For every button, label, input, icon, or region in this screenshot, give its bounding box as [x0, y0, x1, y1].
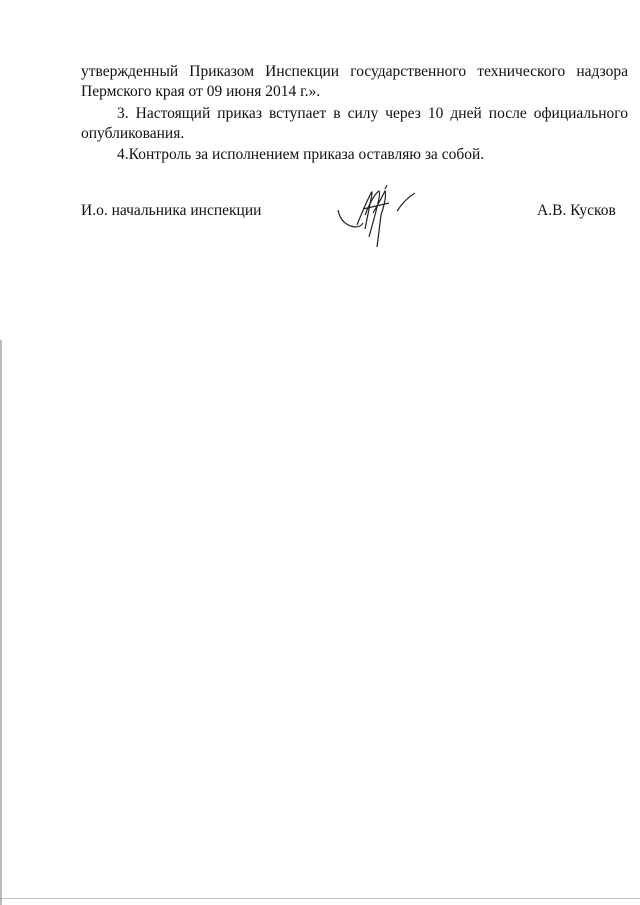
text-line: 3. Настоящий приказ вступает в силу через 10 дней после официального	[117, 105, 628, 122]
signatory-role: И.о. начальника инспекции	[81, 202, 262, 219]
scan-edge-artifact	[0, 340, 2, 905]
scan-bottom-edge	[0, 898, 640, 899]
text-line: утвержденный Приказом Инспекции государственного технического надзора	[81, 63, 628, 80]
text-line: Пермского края от 09 июня 2014 г.».	[81, 83, 321, 100]
paragraph-4: 4.Контроль за исполнением приказа оставляю за собой.	[117, 146, 485, 163]
handwritten-signature	[335, 185, 435, 255]
paragraph-amendment	[81, 62, 628, 102]
paragraph-3	[81, 104, 628, 144]
signatory-name: А.В. Кусков	[537, 202, 616, 219]
text-line: опубликования.	[81, 125, 185, 142]
